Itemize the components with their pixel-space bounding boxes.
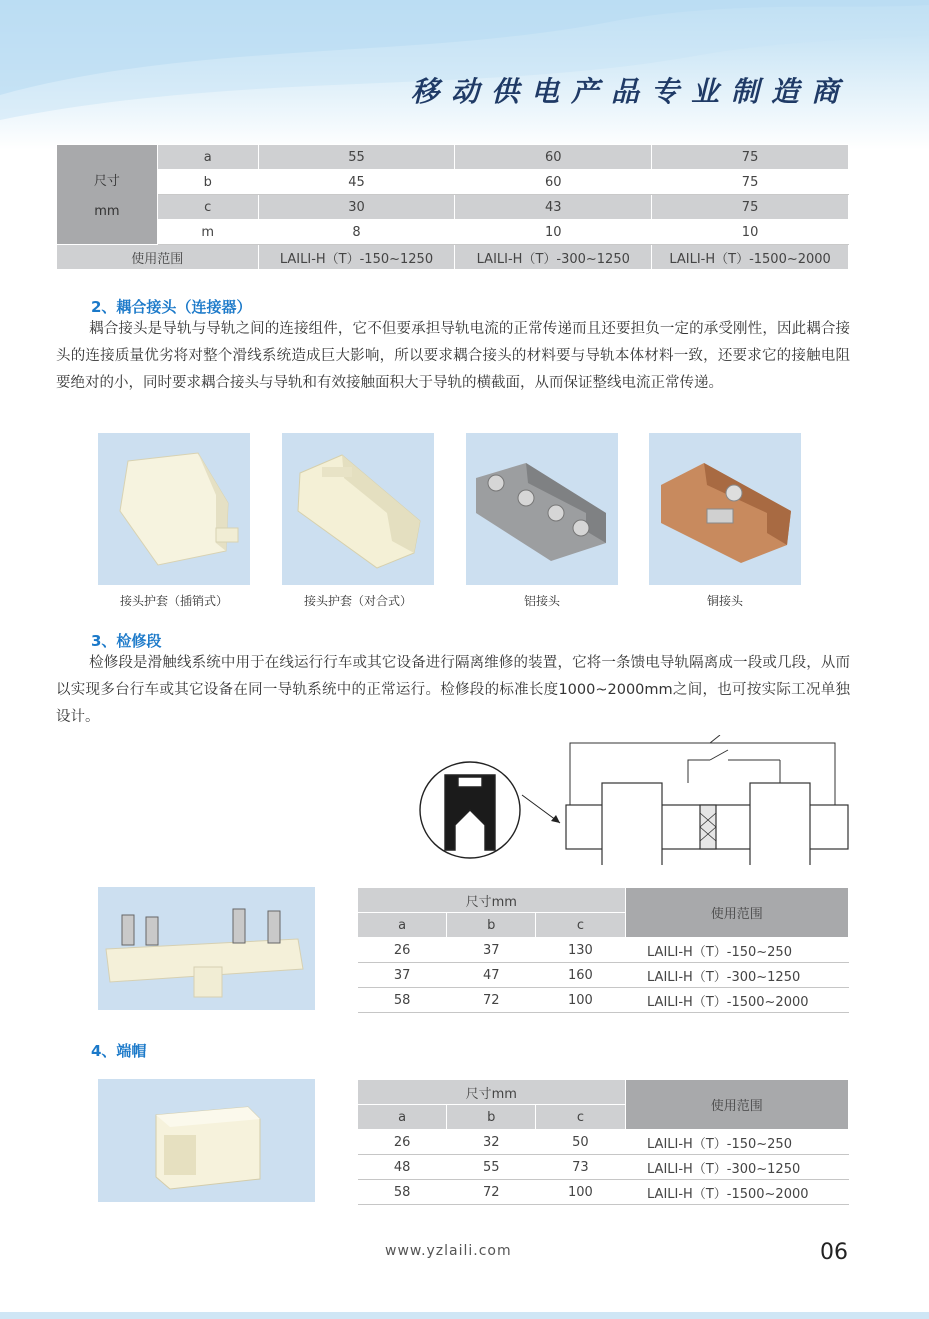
photo-maintenance-section bbox=[98, 887, 315, 1010]
usage-header: 使用范围 bbox=[625, 1080, 848, 1130]
usage-label: 使用范围 bbox=[57, 245, 259, 270]
section2-title: 2、耦合接头（连接器） bbox=[91, 298, 252, 316]
dims-header: 尺寸mm bbox=[358, 1080, 626, 1105]
photo-joint-cover-pin bbox=[98, 433, 250, 585]
maintenance-section-diagram bbox=[410, 735, 855, 865]
size-group-label: 尺寸 mm bbox=[57, 145, 158, 245]
table-row: 37 47 160 LAILI-H（T）-300~1250 bbox=[358, 963, 849, 988]
caption-copper-joint: 铜接头 bbox=[706, 594, 743, 608]
caption-joint-cover-pin: 接头护套（插销式） bbox=[119, 594, 228, 608]
end-cap-table: 尺寸mm 使用范围 a b c 26 32 50 LAILI-H（T）-150~250 48 55 73 LAILI-H（T）-300~1250 58 72 100 LAILI-H（T）-1500~2000 bbox=[357, 1079, 849, 1205]
maintenance-table: 尺寸mm 使用范围 a b c 26 37 130 LAILI-H（T）-150~250 37 47 160 LAILI-H（T）-300~1250 58 72 100 LAILI-H（T）-1500~2000 bbox=[357, 887, 849, 1013]
photo-aluminum-joint bbox=[466, 433, 618, 585]
bottom-decoration bbox=[0, 1312, 929, 1319]
rail-cross-section bbox=[420, 762, 520, 858]
page-number: 06 bbox=[820, 1240, 848, 1265]
section3-title: 3、检修段 bbox=[91, 632, 162, 650]
dim-label: c bbox=[157, 195, 258, 220]
dimension-table-top: 尺寸 mm a 55 60 75 b 45 60 75 c 30 43 75 m 8 10 10 使用范围 LAILI-H（T）-150~1250 LAILI-H（T）-300~1250 LAILI-H（T）-1500~2000 bbox=[56, 144, 849, 270]
dim-label: a bbox=[157, 145, 258, 170]
header-slogan: 移动供电产品专业制造商 bbox=[410, 75, 851, 108]
section3-text: 检修段是滑触线系统中用于在线运行行车或其它设备进行隔离维修的装置，它将一条馈电导轨隔离成一段或几段，从而以实现多台行车或其它设备在同一导轨系统中的正常运行。检修段的标准长度1000~2000mm之间，也可按实际工况单独设计。 bbox=[56, 655, 850, 725]
photo-joint-cover-split bbox=[282, 433, 434, 585]
caption-aluminum-joint: 铝接头 bbox=[523, 594, 560, 608]
dim-label: b bbox=[157, 170, 258, 195]
section2-text: 耦合接头是导轨与导轨之间的连接组件，它不但要承担导轨电流的正常传递而且还要担负一定的承受刚性，因此耦合接头的连接质量优劣将对整个滑线系统造成巨大影响，所以要求耦合接头的材料要与导轨本体材料一致，还要求它的接触电阻要绝对的小，同时要求耦合接头与导轨和有效接触面积大于导轨的横截面，从而保证整线电流正常传递。 bbox=[56, 321, 850, 391]
usage-header: 使用范围 bbox=[625, 888, 848, 938]
photo-end-cap bbox=[98, 1079, 315, 1202]
dims-header: 尺寸mm bbox=[358, 888, 626, 913]
rail-blocks bbox=[566, 783, 848, 865]
section4-title: 4、端帽 bbox=[91, 1042, 147, 1060]
table-row: 48 55 73 LAILI-H（T）-300~1250 bbox=[358, 1155, 849, 1180]
table-row: 58 72 100 LAILI-H（T）-1500~2000 bbox=[358, 1180, 849, 1205]
table-row: 26 32 50 LAILI-H（T）-150~250 bbox=[358, 1130, 849, 1155]
footer-url: www.yzlaili.com bbox=[385, 1243, 512, 1259]
caption-joint-cover-split: 接头护套（对合式） bbox=[303, 594, 412, 608]
photo-copper-joint bbox=[649, 433, 801, 585]
table-row: 58 72 100 LAILI-H（T）-1500~2000 bbox=[358, 988, 849, 1013]
dim-label: m bbox=[157, 220, 258, 245]
table-row: 26 37 130 LAILI-H（T）-150~250 bbox=[358, 938, 849, 963]
